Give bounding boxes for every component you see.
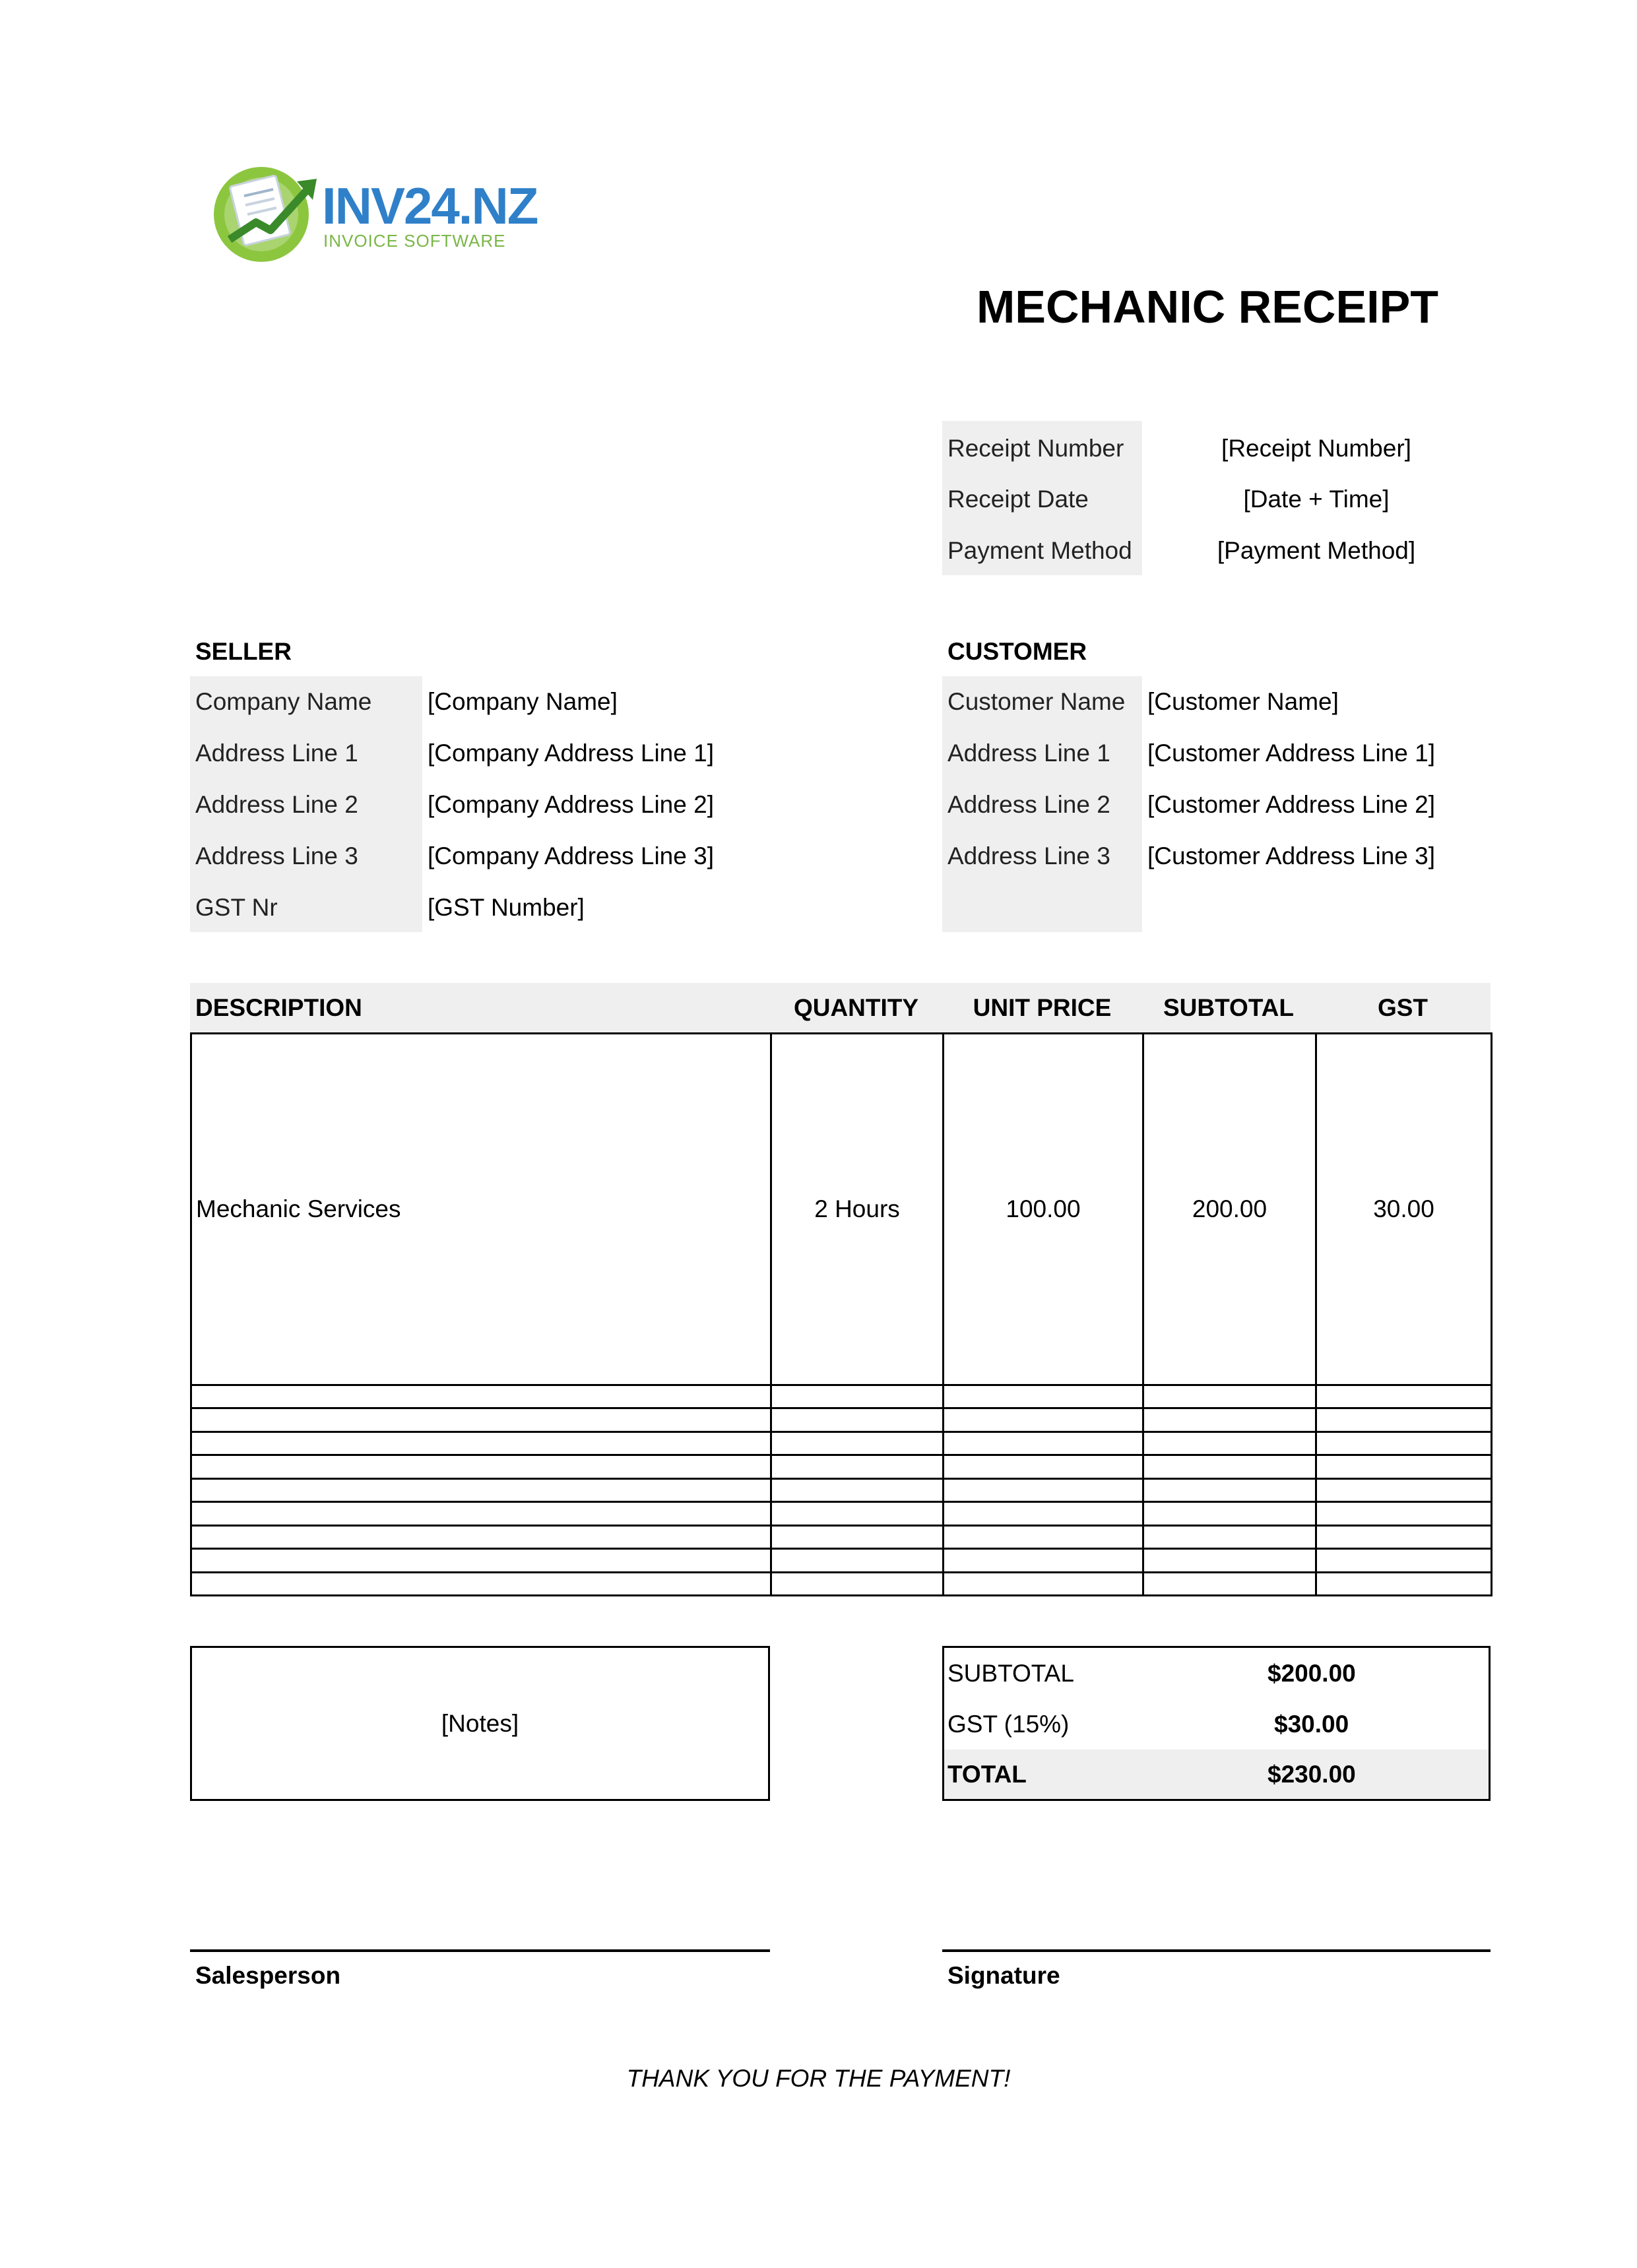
total-label: TOTAL <box>947 1760 1027 1788</box>
subtotal-value: $200.00 <box>1268 1660 1356 1687</box>
item-gst-cell[interactable] <box>1316 1385 1492 1408</box>
item-description-cell[interactable] <box>191 1408 771 1432</box>
item-subtotal-cell[interactable] <box>1143 1502 1316 1526</box>
item-unit-price-cell[interactable] <box>944 1572 1143 1596</box>
item-gst-cell[interactable] <box>1316 1572 1492 1596</box>
item-unit-price-cell[interactable] <box>944 1549 1143 1573</box>
item-gst-cell[interactable] <box>1316 1408 1492 1432</box>
item-unit-price-cell[interactable]: 100.00 <box>944 1034 1143 1385</box>
item-subtotal-cell[interactable] <box>1143 1408 1316 1432</box>
table-row <box>191 1525 1492 1549</box>
item-gst-cell[interactable] <box>1316 1549 1492 1573</box>
item-subtotal-cell[interactable]: 200.00 <box>1143 1034 1316 1385</box>
customer-name-label: Customer Name <box>947 688 1126 715</box>
gst-value: $30.00 <box>1274 1711 1349 1738</box>
item-quantity-cell[interactable] <box>771 1385 944 1408</box>
customer-address-line-2-value[interactable]: [Customer Address Line 2] <box>1147 791 1435 818</box>
seller-address-line-2-label: Address Line 2 <box>195 791 358 818</box>
customer-name-value[interactable]: [Customer Name] <box>1147 688 1339 715</box>
item-quantity-cell[interactable] <box>771 1432 944 1455</box>
salesperson-label: Salesperson <box>195 1962 341 1989</box>
item-quantity-cell[interactable] <box>771 1478 944 1502</box>
item-unit-price-cell[interactable] <box>944 1385 1143 1408</box>
item-description-cell[interactable] <box>191 1432 771 1455</box>
table-row <box>191 1549 1492 1573</box>
seller-address-line-1-label: Address Line 1 <box>195 740 358 767</box>
item-description-cell[interactable] <box>191 1455 771 1479</box>
customer-heading: CUSTOMER <box>947 637 1087 665</box>
payment-method-label: Payment Method <box>947 537 1132 564</box>
header-description: DESCRIPTION <box>195 993 362 1021</box>
thank-you-message: THANK YOU FOR THE PAYMENT! <box>626 2065 1011 2092</box>
company-logo <box>210 162 538 267</box>
receipt-number-value[interactable]: [Receipt Number] <box>1221 435 1411 462</box>
seller-gst-value[interactable]: [GST Number] <box>428 894 585 921</box>
customer-address-line-1-value[interactable]: [Customer Address Line 1] <box>1147 740 1435 767</box>
salesperson-line <box>190 1949 770 1952</box>
header-quantity: QUANTITY <box>793 993 919 1021</box>
item-subtotal-cell[interactable] <box>1143 1455 1316 1479</box>
seller-heading: SELLER <box>195 637 292 665</box>
item-gst-cell[interactable] <box>1316 1478 1492 1502</box>
item-subtotal-cell[interactable] <box>1143 1549 1316 1573</box>
item-subtotal-cell[interactable] <box>1143 1432 1316 1455</box>
seller-address-line-2-value[interactable]: [Company Address Line 2] <box>428 791 714 818</box>
total-value: $230.00 <box>1268 1760 1356 1788</box>
item-description-cell[interactable]: Mechanic Services <box>191 1034 771 1385</box>
item-description-cell[interactable] <box>191 1478 771 1502</box>
seller-address-line-3-value[interactable]: [Company Address Line 3] <box>428 842 714 869</box>
item-gst-cell[interactable] <box>1316 1502 1492 1526</box>
logo-tagline: INVOICE SOFTWARE <box>323 231 506 251</box>
receipt-date-label: Receipt Date <box>947 486 1089 513</box>
customer-address-line-1-label: Address Line 1 <box>947 740 1110 767</box>
table-row <box>191 1455 1492 1479</box>
item-quantity-cell[interactable] <box>771 1549 944 1573</box>
header-subtotal: SUBTOTAL <box>1163 993 1294 1021</box>
payment-method-value[interactable]: [Payment Method] <box>1217 537 1416 564</box>
notes-box[interactable]: [Notes] <box>190 1646 770 1801</box>
item-gst-cell[interactable] <box>1316 1432 1492 1455</box>
logo-brand-text: INV24.NZ <box>322 177 538 235</box>
customer-address-line-3-value[interactable]: [Customer Address Line 3] <box>1147 842 1435 869</box>
seller-gst-label: GST Nr <box>195 894 278 921</box>
logo-emblem-icon <box>210 162 322 267</box>
items-table <box>190 1032 1491 1596</box>
customer-address-line-3-label: Address Line 3 <box>947 842 1110 869</box>
table-row <box>191 1432 1492 1455</box>
table-row <box>191 1502 1492 1526</box>
header-gst: GST <box>1377 993 1428 1021</box>
item-subtotal-cell[interactable] <box>1143 1572 1316 1596</box>
table-row <box>191 1408 1492 1432</box>
item-quantity-cell[interactable] <box>771 1455 944 1479</box>
item-description-cell[interactable] <box>191 1549 771 1573</box>
item-gst-cell[interactable]: 30.00 <box>1316 1034 1492 1385</box>
seller-address-line-1-value[interactable]: [Company Address Line 1] <box>428 740 714 767</box>
table-row <box>191 1034 1492 1385</box>
item-unit-price-cell[interactable] <box>944 1455 1143 1479</box>
item-unit-price-cell[interactable] <box>944 1525 1143 1549</box>
item-description-cell[interactable] <box>191 1385 771 1408</box>
item-gst-cell[interactable] <box>1316 1525 1492 1549</box>
item-gst-cell[interactable] <box>1316 1455 1492 1479</box>
signature-label: Signature <box>947 1962 1060 1989</box>
subtotal-label: SUBTOTAL <box>947 1660 1074 1687</box>
item-quantity-cell[interactable] <box>771 1525 944 1549</box>
item-subtotal-cell[interactable] <box>1143 1525 1316 1549</box>
item-unit-price-cell[interactable] <box>944 1432 1143 1455</box>
item-quantity-cell[interactable] <box>771 1572 944 1596</box>
item-subtotal-cell[interactable] <box>1143 1385 1316 1408</box>
seller-company-name-label: Company Name <box>195 688 372 715</box>
item-unit-price-cell[interactable] <box>944 1478 1143 1502</box>
item-description-cell[interactable] <box>191 1525 771 1549</box>
seller-company-name-value[interactable]: [Company Name] <box>428 688 618 715</box>
item-subtotal-cell[interactable] <box>1143 1478 1316 1502</box>
item-description-cell[interactable] <box>191 1572 771 1596</box>
page-title: MECHANIC RECEIPT <box>977 281 1439 332</box>
table-row <box>191 1572 1492 1596</box>
item-description-cell[interactable] <box>191 1502 771 1526</box>
receipt-number-label: Receipt Number <box>947 435 1124 462</box>
seller-address-line-3-label: Address Line 3 <box>195 842 358 869</box>
receipt-date-value[interactable]: [Date + Time] <box>1243 486 1390 513</box>
item-quantity-cell[interactable] <box>771 1502 944 1526</box>
item-unit-price-cell[interactable] <box>944 1408 1143 1432</box>
item-unit-price-cell[interactable] <box>944 1502 1143 1526</box>
gst-label: GST (15%) <box>947 1711 1070 1738</box>
table-row <box>191 1385 1492 1408</box>
table-row <box>191 1478 1492 1502</box>
item-quantity-cell[interactable]: 2 Hours <box>771 1034 944 1385</box>
customer-address-line-2-label: Address Line 2 <box>947 791 1110 818</box>
header-unit-price: UNIT PRICE <box>973 993 1112 1021</box>
signature-line <box>942 1949 1491 1952</box>
item-quantity-cell[interactable] <box>771 1408 944 1432</box>
